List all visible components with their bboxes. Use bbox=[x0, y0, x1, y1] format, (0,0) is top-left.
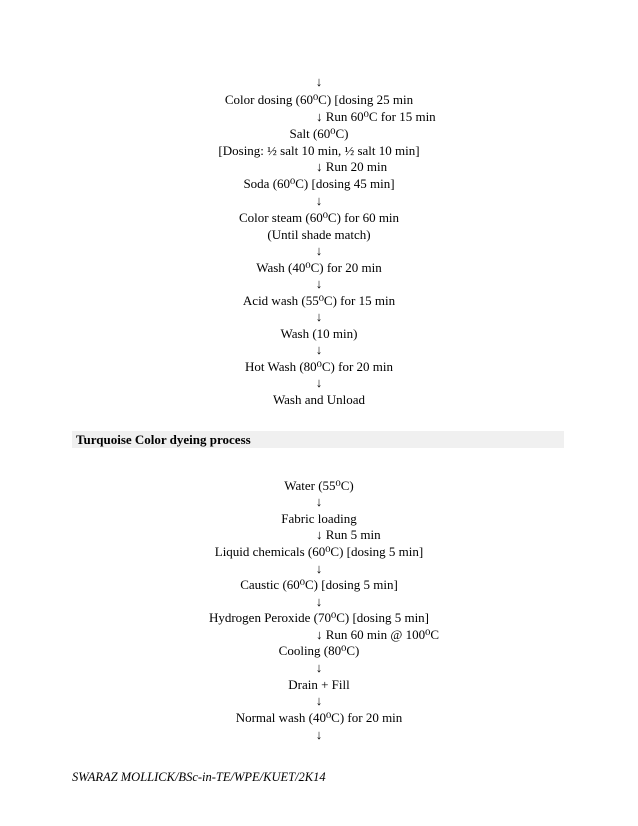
step-hydrogen-peroxide: Hydrogen Peroxide (70⁰C) [dosing 5 min] bbox=[208, 610, 430, 625]
flow-arrow: ↓ bbox=[315, 375, 323, 390]
step-note: (Until shade match) bbox=[267, 227, 371, 242]
section-heading: Turquoise Color dyeing process bbox=[72, 431, 564, 448]
flow-arrow: ↓ bbox=[315, 193, 323, 208]
step-salt: Salt (60⁰C) bbox=[289, 126, 349, 141]
step-drain-fill: Drain + Fill bbox=[288, 677, 350, 692]
flow-arrow: ↓ bbox=[315, 494, 323, 509]
flow-arrow: ↓ bbox=[315, 693, 323, 708]
flow-arrow: ↓ bbox=[315, 727, 323, 742]
flow-arrow: ↓ bbox=[315, 74, 323, 89]
step-salt-dosing: [Dosing: ½ salt 10 min, ½ salt 10 min] bbox=[218, 143, 420, 158]
step-fabric-loading: Fabric loading bbox=[281, 511, 357, 526]
step-normal-wash: Normal wash (40⁰C) for 20 min bbox=[235, 710, 403, 725]
step-water: Water (55⁰C) bbox=[284, 478, 354, 493]
step-run-note: ↓ Run 60 min @ 100⁰C bbox=[316, 627, 439, 642]
step-wash: Wash (40⁰C) for 20 min bbox=[256, 260, 382, 275]
flow-arrow: ↓ bbox=[315, 309, 323, 324]
step-liquid-chemicals: Liquid chemicals (60⁰C) [dosing 5 min] bbox=[214, 544, 424, 559]
flow-arrow: ↓ bbox=[315, 276, 323, 291]
flow-arrow: ↓ bbox=[315, 342, 323, 357]
flow-arrow: ↓ bbox=[315, 243, 323, 258]
step-unload: Wash and Unload bbox=[272, 392, 366, 407]
step-color-dosing: Color dosing (60⁰C) [dosing 25 min bbox=[224, 92, 414, 107]
step-run-note: ↓ Run 60⁰C for 15 min bbox=[316, 109, 436, 124]
page-footer: SWARAZ MOLLICK/BSc-in-TE/WPE/KUET/2K14 bbox=[72, 770, 326, 784]
step-run-note: ↓ Run 20 min bbox=[316, 159, 388, 174]
flow-arrow: ↓ bbox=[315, 660, 323, 675]
step-soda: Soda (60⁰C) [dosing 45 min] bbox=[243, 176, 395, 191]
flow-arrow: ↓ bbox=[315, 561, 323, 576]
flow-arrow: ↓ bbox=[315, 594, 323, 609]
step-color-steam: Color steam (60⁰C) for 60 min bbox=[238, 210, 400, 225]
step-cooling: Cooling (80⁰C) bbox=[278, 643, 360, 658]
step-caustic: Caustic (60⁰C) [dosing 5 min] bbox=[240, 577, 398, 592]
step-run-note: ↓ Run 5 min bbox=[316, 527, 381, 542]
step-wash: Wash (10 min) bbox=[280, 326, 358, 341]
step-hot-wash: Hot Wash (80⁰C) for 20 min bbox=[245, 359, 393, 374]
step-acid-wash: Acid wash (55⁰C) for 15 min bbox=[242, 293, 396, 308]
